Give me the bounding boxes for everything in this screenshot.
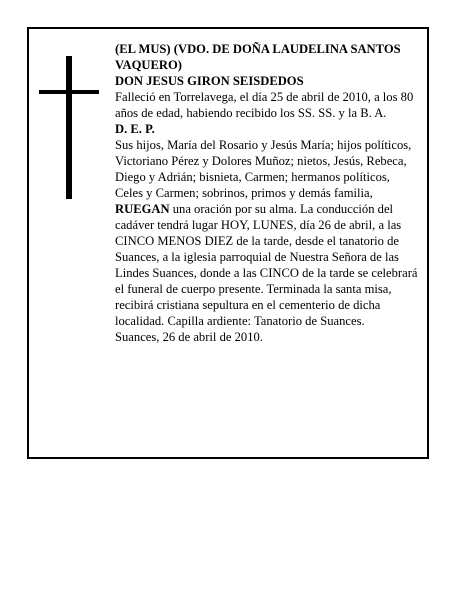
death-info: Falleció en Torrelavega, el día 25 de abril de 2010, a los 80 años de edad, habiendo recibido los SS. SS. y la B. A. [115,90,414,120]
family-list: Sus hijos, María del Rosario y Jesús María; hijos políticos, Victoriano Pérez y Dolores Muñoz; nietos, Jesús, Rebeca, Diego y Adrián; bisnieta, Carmen; hermanos políticos, Celes y Carmen; sobrinos, primos y demás familia, [115,138,412,200]
place-date: Suances, 26 de abril de 2010. [115,330,263,344]
notice-text [115,41,421,345]
deceased-name: DON JESUS GIRON SEISDEDOS [115,74,304,88]
ruegan-paragraph [115,201,421,329]
ruegan-word: RUEGAN [115,202,170,216]
cross-horizontal-bar [39,90,99,94]
cross-vertical-bar [66,56,72,199]
obituary-notice [27,27,429,459]
dep-line: D. E. P. [115,122,155,136]
ruegan-text: una oración por su alma. La conducción del cadáver tendrá lugar HOY, LUNES, día 26 de abril, a las CINCO MENOS DIEZ de la tarde, desde el tanatorio de Suances, a la iglesia parroquial de Nuestra Señora de las Lindes Suances, donde a las CINCO de la tarde se celebrará el funeral de cuerpo presente. Terminada la santa misa, recibirá cristiana sepultura en el cementerio de dicha localidad. Capilla ardiente: Tanatorio de Suances. [115,202,418,328]
header-line: (EL MUS) (VDO. DE DOÑA LAUDELINA SANTOS VAQUERO) [115,42,401,72]
